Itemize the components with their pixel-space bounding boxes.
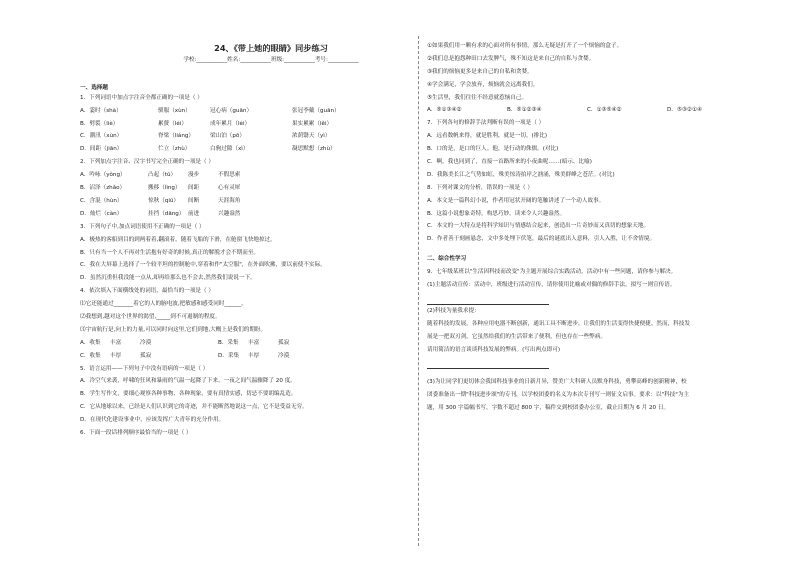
q3-option-a: A．极热的客船到目的到两着着,翻滚着，随着飞船的下滑，在舱窗飞快地掠过。	[80, 236, 276, 243]
q2-option-a: A．吟咏（yǒng） 凸起（tū） 漫步 不假思索	[80, 172, 241, 179]
q4-sentence-2: ⑵我想到,越对这个世界的渴望,_____到不可遏制的程度。	[80, 313, 221, 320]
q2-option-c: C．含混（hùn） 惊秋（qiū） 间断 天涯海角	[80, 197, 241, 204]
q1-option-d: D．间距（jiān） 伫立（zhù） 白驹过隙（xì） 凝思默想（zhù）	[80, 146, 336, 153]
q3-option-c: C．我在大屏幕上选择了一个较平坦的控制舱中,穿着和作"太空服"，在外面吹拂，要以前使不实际。	[80, 262, 326, 269]
q1-option-c: C．潮汛（xùn） 脊梁（liáng） 梁山泊（pō） 浓荫翳天（yì）	[80, 133, 331, 140]
q8-option-d: D．作者善于刻画悬念，文中多处埋下伏笔，最后的谜底出人意料，引人入胜，让不舍情境。	[427, 236, 656, 243]
answer-line-1[interactable]	[427, 293, 549, 305]
q3-option-b: B．只有当一个人不再对生活抱有好奇的时候,真正的解脱才会不期而至。	[80, 249, 260, 256]
q3-option-d: D．虽然沉重但我没能一点从,却再给那么也不会去,然然我们说说一下。	[80, 275, 256, 282]
q6-sentence-3: ③我们的烦恼更多是来自己的自私和贪婪。	[427, 68, 533, 75]
q1-option-b: B．劈裂（liè） 累赘（léi） 成年累月（léi） 果实累累（lěi）	[80, 120, 333, 127]
q9-part-2-text-2: 展是一把双刃剑，它虽然给我们的生活带来了便利，但也存在一些弊病。	[427, 333, 607, 340]
question-8: 8．下列对课文的分析，错误的一项是（ ）	[427, 184, 534, 191]
q7-option-a: A．远看数帆来得，就是胜利，就是一切。(排比)	[427, 133, 548, 140]
column-divider	[418, 36, 419, 546]
left-column	[80, 40, 410, 440]
right-column	[427, 40, 772, 415]
q8-option-b: B．这篇小说想象奇特，构思巧妙，读来令人兴趣盎然。	[427, 210, 566, 217]
question-1: 1．下列词语中加点字注音全都正确的一项是（ ）	[80, 94, 203, 101]
q4-options-cd: C．收集 丰厚 孤寂 D．采集 丰厚 冷漠	[80, 352, 290, 359]
q5-option-c: C．它从地球以来，已经是人们认识到它的奇迹，并不能断然地说这一点，它不是受益无穷。	[80, 404, 308, 411]
q7-option-c: C．啊，我也同到了，直接一首路所来的小夜曲呢……(暗示、比喻)	[427, 159, 592, 166]
page-title: 24、《带上她的眼睛》同步练习	[214, 43, 328, 53]
q4-sentence-3: ⑶宇宙航行是,向上的力量,可以同时向这里,它们到地,大概上是我们的期盼。	[80, 326, 267, 333]
q2-option-b: B．沼泽（zhǎo） 搬移（lìng） 间距 心有灵犀	[80, 185, 241, 192]
q9-part-2-text-1: 随着科技的发展，各种应用电器不断创新，通讯工具不断进步，让我们的生活变得快捷便捷。然而，科技发	[427, 320, 690, 327]
q6-sentence-4: ④学会满足，学会放弃，烦恼就会远离我们。	[427, 81, 539, 88]
question-9: 9．七年级某班以"生活因科技而改变"为主题开展综合实践活动，活动中有一些问题，请你参与解决。	[427, 269, 677, 276]
q4-options-ab: A．收集 丰富 冷漠 B．采集 丰富 孤寂	[80, 339, 290, 346]
question-3: 3．下列句子中,加点词语使用不正确的一项是（ ）	[80, 223, 205, 230]
answer-line-2[interactable]	[427, 357, 549, 369]
student-info-line: 学校:___________姓名:___________班级:___________考号:___________	[183, 57, 359, 63]
q9-part-3-text-2: 团委准备出一期"科技进步颂"的专刊，以学校团委的名义为本次专刊写一则征文启事。要求：以"科技"为主	[427, 392, 690, 399]
q9-part-3-text-3: 题，用 300 字篇幅书写，字数不超过 800 字，稿件交到校团委办公室，截止日期为 6 月 20 日。	[427, 405, 670, 412]
q5-option-a: A．冷空气来袭，呼啸的狂风和暴雨的气温一起降了下来，一夜之间气温骤降了 20 度。	[80, 378, 296, 385]
question-7: 7．下列各句的修辞手法判断有误的一项是（ ）	[427, 120, 545, 127]
q9-part-3-text-1: (3)为让同学们更切体会我国科技事业的日新月异，赞美广大科研人员默身科技，勇攀高峰的创新精神，校	[427, 379, 687, 386]
q7-option-b: B．口的是，是口的巨人。他，是行动的侏儒。(对比)	[427, 146, 559, 153]
q9-part-2-text-3: 请用简洁的语言谈谈科技发展的弊病。(写出两点即可)	[427, 346, 561, 353]
q6-options: A．⑤①③④② B．⑤①②③④ C．①③⑤④② D．⑤③②①④	[427, 107, 702, 114]
question-6: 6．下面一段话排列顺序最恰当的一项是（ ）	[80, 429, 192, 436]
section-heading-choice: 一、选择题	[80, 85, 108, 92]
question-4: 4．依次填入下面横线处的词语，最恰当的一项是（ ）	[80, 288, 214, 295]
q8-option-a: A．本文是一篇科幻小说，作者用冠状开阔的笔触讲述了一个动人故事。	[427, 197, 605, 204]
q7-option-d: D．我陈美长江之气势如虹，殊美惊涛拍岸之汹涌，殊美群峰之苍茫。(对比)	[427, 171, 615, 178]
q5-option-b: B．学生写作文，要细心观察各种事物、各种现象，要有真情实感，切忌不要胡编乱造。	[80, 391, 297, 398]
q4-sentence-1: ⑴它还能通过_______着它的人的脑电波,把敏感和感受同时______。	[80, 301, 247, 308]
q9-part-2: (2)科技为量我求提：	[427, 307, 480, 314]
q6-sentence-5: ⑤生活里，我们往往不经意就惹恼自己。	[427, 94, 528, 101]
q6-sentence-1: ①如果我们用一颗有求的心面对所有事情，那么无疑是打开了一个烦恼的盒子。	[427, 43, 623, 49]
section-heading-comprehensive: 二、综合性学习	[427, 256, 467, 263]
question-2: 2．下列加点字注音、汉字书写完全正确的一项是（ ）	[80, 159, 214, 166]
q5-option-d: D．在现代化建设事业中，应该发挥广大青年的充分作用。	[80, 417, 225, 424]
question-5: 5．语言运用——下列句子中没有语病的一项是（ ）	[80, 365, 209, 372]
q8-option-c: C．本文的一大特点是将科学知识与情感结合起来，创造出一片奇妙而又真切的想象天地。	[427, 223, 650, 230]
q9-part-1: (1)主题活动宣传：活动中，班级进行活动宣传，请你使用比喻或对偶的修辞手法，拟写一则宣传语。	[427, 282, 676, 289]
q6-sentence-2: ②我们总是抱怨种田口去发脾气，殊不知这是来自己的自私与贪婪。	[427, 55, 595, 62]
q1-option-a: A．霎时（shà） 驯服（xùn） 冠心病（guān） 张冠李戴（guān）	[80, 107, 340, 114]
q2-option-d: D．灿烂（càn） 挂挡（dāng） 前进 兴趣盎然	[80, 210, 241, 217]
